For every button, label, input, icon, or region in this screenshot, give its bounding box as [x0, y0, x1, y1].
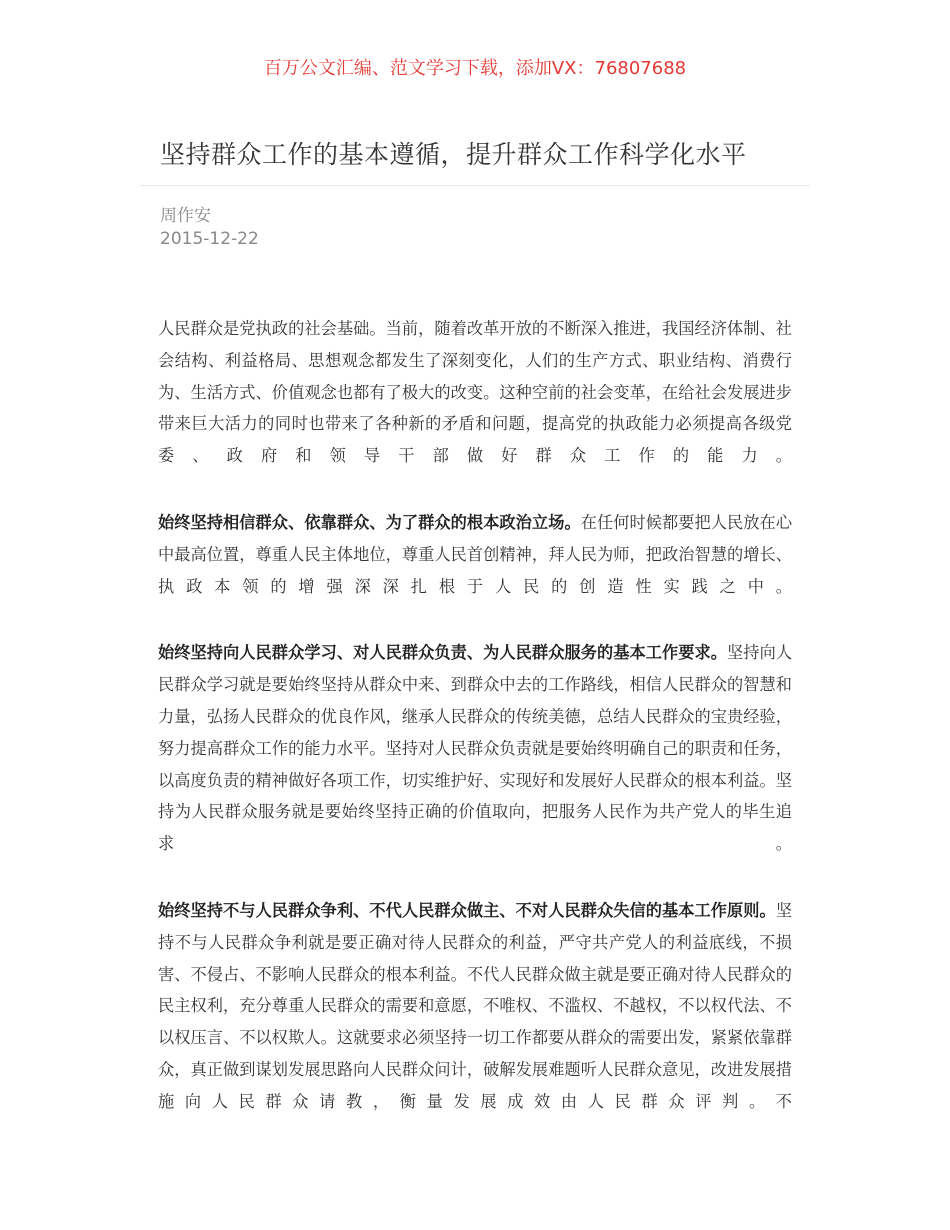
article-body [158, 313, 792, 1153]
title-divider [140, 185, 810, 186]
article-title: 坚持群众工作的基本遵循，提升群众工作科学化水平 [160, 140, 747, 169]
paragraph-text: 在任何时候都要把人民放在心中最高位置，尊重人民主体地位，尊重人民首创精神，拜人民为师，把政治智慧的增长、执政本领的增强深深扎根于人民的创造性实践之中。 [158, 512, 793, 596]
download-banner: 百万公文汇编、范文学习下载，添加VX：76807688 [263, 58, 687, 79]
paragraph-text: 坚持不与人民群众争利就是要正确对待人民群众的利益，严守共产党人的利益底线，不损害、不侵占、不影响人民群众的根本利益。不代人民群众做主就是要正确对待人民群众的民主权利，充分尊重人民群众的需要和意愿，不唯权、不滥权、不越权，不以权代法、不以权压言、不以权欺人。这就要求必须坚持一切工作都要从群众的需要出发，紧紧依靠群众，真正做到谋划发展思路向人民群众问计，破解发展难题听人民群众意见，改进发展措施向人民群众请教，衡量发展成效由人民群众评判。不 [158, 900, 792, 1111]
paragraph [158, 313, 792, 472]
paragraph [158, 637, 792, 860]
paragraph-text: 人民群众是党执政的社会基础。当前，随着改革开放的不断深入推进，我国经济体制、社会结构、利益格局、思想观念都发生了深刻变化，人们的生产方式、职业结构、消费行为、生活方式、价值观念也都有了极大的改变。这种空前的社会变革，在给社会发展进步带来巨大活力的同时也带来了各种新的矛盾和问题，提高党的执政能力必须提高各级党委、政府和领导干部做好群众工作的能力。 [158, 319, 792, 466]
paragraph-lead: 始终坚持不与人民群众争利、不代人民群众做主、不对人民群众失信的基本工作原则。 [158, 900, 776, 920]
paragraph [158, 895, 792, 1118]
paragraph-lead: 始终坚持向人民群众学习、对人民群众负责、为人民群众服务的基本工作要求。 [158, 643, 728, 663]
article-author: 周作安 [160, 206, 211, 226]
paragraph [158, 507, 792, 602]
article-date: 2015-12-22 [160, 229, 259, 249]
paragraph-lead: 始终坚持相信群众、依靠群众、为了群众的根本政治立场。 [158, 512, 581, 532]
paragraph-text: 坚持向人民群众学习就是要始终坚持从群众中来、到群众中去的工作路线，相信人民群众的智慧和力量，弘扬人民群众的优良作风，继承人民群众的传统美德，总结人民群众的宝贵经验，努力提高群众工作的能力水平。坚持对人民群众负责就是要始终明确自己的职责和任务，以高度负责的精神做好各项工作，切实维护好、实现好和发展好人民群众的根本利益。坚持为人民群众服务就是要始终坚持正确的价值取向，把服务人民作为共产党人的毕生追求。 [158, 643, 793, 854]
